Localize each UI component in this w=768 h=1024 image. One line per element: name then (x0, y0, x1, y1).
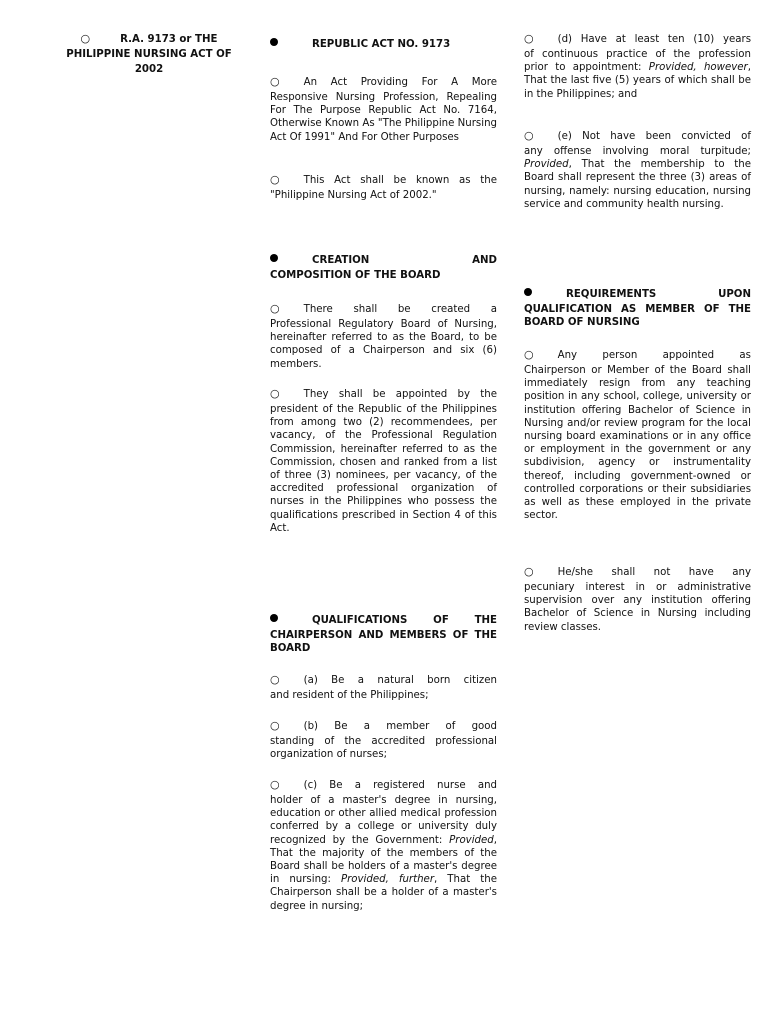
paragraph-no-pecuniary-interest (524, 564, 751, 634)
filled-bullet-icon (270, 614, 278, 622)
paragraph-body (270, 794, 497, 913)
body-segment: any offense involving moral turpitude; (524, 146, 751, 157)
paragraph-qualification-d (524, 31, 751, 101)
paragraph-lead: (e) Not have been convicted of (557, 131, 751, 142)
paragraph-board-created (270, 301, 497, 371)
open-circle-bullet-icon: ○ (524, 348, 534, 361)
paragraph-body (524, 145, 751, 211)
paragraph-qualification-b (270, 718, 497, 761)
heading-continuation: COMPOSITION OF THE BOARD (270, 270, 441, 281)
body-italic-segment: Provided (449, 834, 494, 846)
paragraph-appointment (270, 386, 497, 535)
open-circle-bullet-icon: ○ (270, 173, 280, 186)
paragraph-lead: (c) Be a registered nurse and (303, 780, 497, 791)
paragraph-qualification-c (270, 777, 497, 913)
open-circle-bullet-icon: ○ (270, 387, 280, 400)
heading-continuation: QUALIFICATION AS MEMBER OF THE BOARD OF NURSING (524, 304, 751, 329)
paragraph-body: president of the Republic of the Philippines from among two (2) recommendees, per vacancy, of the Professional Regulation Commission, hereinafter referred to as the Commission, chosen and ranked from a list of three (3) nominees, per vacancy, of the accredited professional organization of nurses in the Philippines who possess the qualifications prescribed in Section 4 of this Act. (270, 404, 497, 534)
paragraph-lead: They shall be appointed by the (303, 389, 497, 400)
heading-text: REQUIREMENTS UPON (566, 289, 751, 300)
paragraph-lead: (d) Have at least ten (10) years (557, 34, 751, 45)
body-segment: , That the majority of the members of the Board shall be holders of a master's degree in nursing: (270, 834, 497, 886)
section-heading-republic-act (270, 36, 497, 53)
open-circle-bullet-icon: ○ (270, 778, 280, 791)
heading-continuation: CHAIRPERSON AND MEMBERS OF THE BOARD (270, 630, 497, 655)
paragraph-body (524, 48, 751, 101)
filled-bullet-icon (270, 38, 278, 46)
title-line-3: 2002 (134, 64, 164, 75)
paragraph-body: pecuniary interest in or administrative supervision over any institution offering Bachelor of Science in Nursing including review classes. (524, 582, 751, 633)
heading-text: REPUBLIC ACT NO. 9173 (312, 39, 451, 50)
paragraph-lead: This Act shall be known as the (303, 175, 497, 186)
body-italic-segment: Provided, further (340, 874, 435, 886)
body-segment: of continuous practice of the profession prior to appointment: (524, 49, 751, 74)
open-circle-bullet-icon: ○ (524, 32, 534, 45)
section-heading-qualifications (270, 612, 497, 655)
open-circle-bullet-icon: ○ (270, 673, 280, 686)
title-line-2: PHILIPPINE NURSING ACT OF (66, 49, 232, 60)
body-italic-segment: Provided, however (648, 62, 748, 74)
paragraph-lead: There shall be created a (303, 304, 497, 315)
paragraph-body: "Philippine Nursing Act of 2002." (270, 190, 437, 201)
body-segment: , That the membership to the Board shall represent the three (3) areas of nursing, namely: nursing education, nursing service and community health nursing. (524, 159, 751, 210)
body-italic-segment: Provided (524, 159, 569, 171)
filled-bullet-icon (524, 288, 532, 296)
paragraph-lead: An Act Providing For A More (303, 77, 497, 88)
heading-text: CREATION AND (312, 255, 497, 266)
paragraph-qualification-a (270, 672, 497, 702)
paragraph-body: Responsive Nursing Profession, Repealing For The Purpose Republic Act No. 7164, Otherwise Known As "The Philippine Nursing Act Of 1991" And For Other Purposes (270, 92, 497, 143)
open-circle-bullet-icon: ○ (270, 302, 280, 315)
paragraph-act-description (270, 74, 497, 144)
section-heading-creation (270, 252, 497, 282)
paragraph-lead: Any person appointed as (557, 350, 751, 361)
paragraph-resignation (524, 347, 751, 522)
filled-bullet-icon (270, 254, 278, 262)
paragraph-body: Chairperson or Member of the Board shall immediately resign from any teaching position in any school, college, university or institution offering Bachelor of Science in Nursing and/or review program for the local nursing board examinations or in any office or employment in the government or any subdivision, agency or instrumentality thereof, including government-owned or controlled corporations or their subsidiaries as well as these employed in the private sector. (524, 365, 751, 522)
body-segment: , That the last five (5) years of which shall be in the Philippines; and (524, 62, 751, 100)
open-circle-bullet-icon: ○ (270, 75, 280, 88)
open-circle-bullet-icon: ○ (524, 129, 534, 142)
open-circle-bullet-icon: ○ (524, 565, 534, 578)
section-heading-requirements (524, 286, 751, 329)
paragraph-body: standing of the accredited professional organization of nurses; (270, 736, 497, 761)
document-title (36, 31, 262, 77)
paragraph-lead: (a) Be a natural born citizen (303, 675, 497, 686)
paragraph-qualification-e (524, 128, 751, 211)
open-circle-bullet-icon: ○ (80, 32, 91, 45)
body-segment: holder of a master's degree in nursing, education or other allied medical profession conferred by a college or university duly recognized by the Government: (270, 795, 497, 846)
paragraph-lead: He/she shall not have any (557, 567, 751, 578)
open-circle-bullet-icon: ○ (270, 719, 280, 732)
body-segment: , That the Chairperson shall be a holder of a master's degree in nursing; (270, 874, 497, 912)
paragraph-body: and resident of the Philippines; (270, 690, 429, 701)
paragraph-short-title (270, 172, 497, 202)
paragraph-body: Professional Regulatory Board of Nursing, hereinafter referred to as the Board, to be composed of a Chairperson and six (6) members. (270, 319, 497, 370)
heading-text: QUALIFICATIONS OF THE (312, 615, 497, 626)
title-line-1: R.A. 9173 or THE (120, 34, 218, 45)
paragraph-lead: (b) Be a member of good (303, 721, 497, 732)
